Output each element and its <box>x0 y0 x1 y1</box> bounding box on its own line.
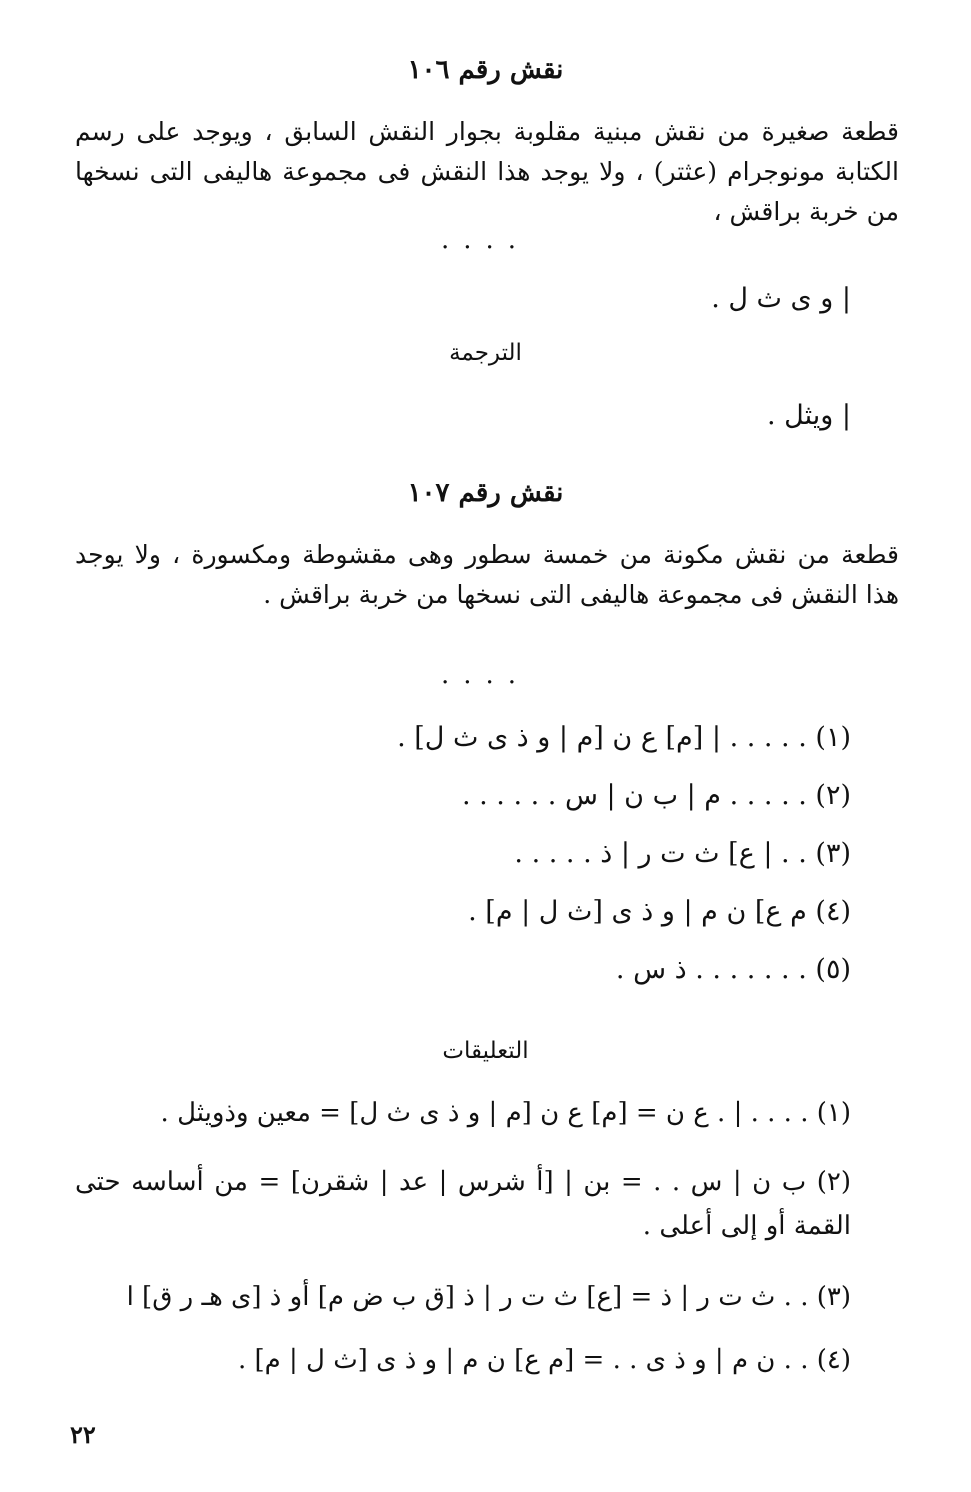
inscription-line-2: (٢) . . . . . م | ب ن | س . . . . . . <box>461 780 851 811</box>
inscription-line-1: (١) . . . . . | [م] ع ن [م | و ذ ى ث ل] . <box>397 722 851 753</box>
section-107-dots: .... <box>440 660 531 690</box>
section-107-heading: نقش رقم ١٠٧ <box>407 478 564 508</box>
translation-line: | ويثل . <box>767 400 851 431</box>
comment-2: (٢) ب ن | س . . = بن | [أ شرس | عد | شقرن] = من أساسه حتى القمة أو إلى أعلى . <box>75 1167 851 1241</box>
inscription-line-3: (٣) . . | ع] ث ت ر | ذ . . . . . <box>514 838 851 869</box>
comments-label: التعليقات <box>442 1038 529 1064</box>
section-106-heading: نقش رقم ١٠٦ <box>407 55 564 85</box>
comment-3: (٣) . . ث ت ر | ذ = [ع] ث ت ر | ذ [ق ب ض م] أو ذ [ى هـ ر ق] ا <box>126 1282 851 1312</box>
inscription-line-5: (٥) . . . . . . . ذ س . <box>615 954 851 985</box>
page-number: ٢٢ <box>70 1420 96 1449</box>
section-106-text-line: | و ى ث ل . <box>711 283 851 314</box>
translation-label: الترجمة <box>449 340 522 366</box>
section-106-dots: .... <box>440 225 531 255</box>
section-107-paragraph: قطعة من نقش مكونة من خمسة سطور وهى مقشوطة ومكسورة ، ولا يوجد هذا النقش فى مجموعة هاليفى التى نسخها من خربة براقش . <box>75 540 899 609</box>
comment-1: (١) . . . . | . ع ن = [م] ع ن [م | و ذ ى ث ل] = معين وذويثل . <box>160 1098 851 1128</box>
section-106-paragraph: قطعة صغيرة من نقش مبنية مقلوبة بجوار النقش السابق ، ويوجد على رسم الكتابة مونوجرام (عثتر) ، ولا يوجد هذا النقش فى مجموعة هاليفى التى نسخها من خربة براقش ، <box>75 117 899 226</box>
inscription-line-4: (٤) م ع] ن م | و ذ ى [ث ل | م] . <box>468 896 851 927</box>
comment-4: (٤) . . ن م | و ذ ى . . = [م ع] ن م | و ذ ى [ث ل | م] . <box>237 1345 851 1375</box>
